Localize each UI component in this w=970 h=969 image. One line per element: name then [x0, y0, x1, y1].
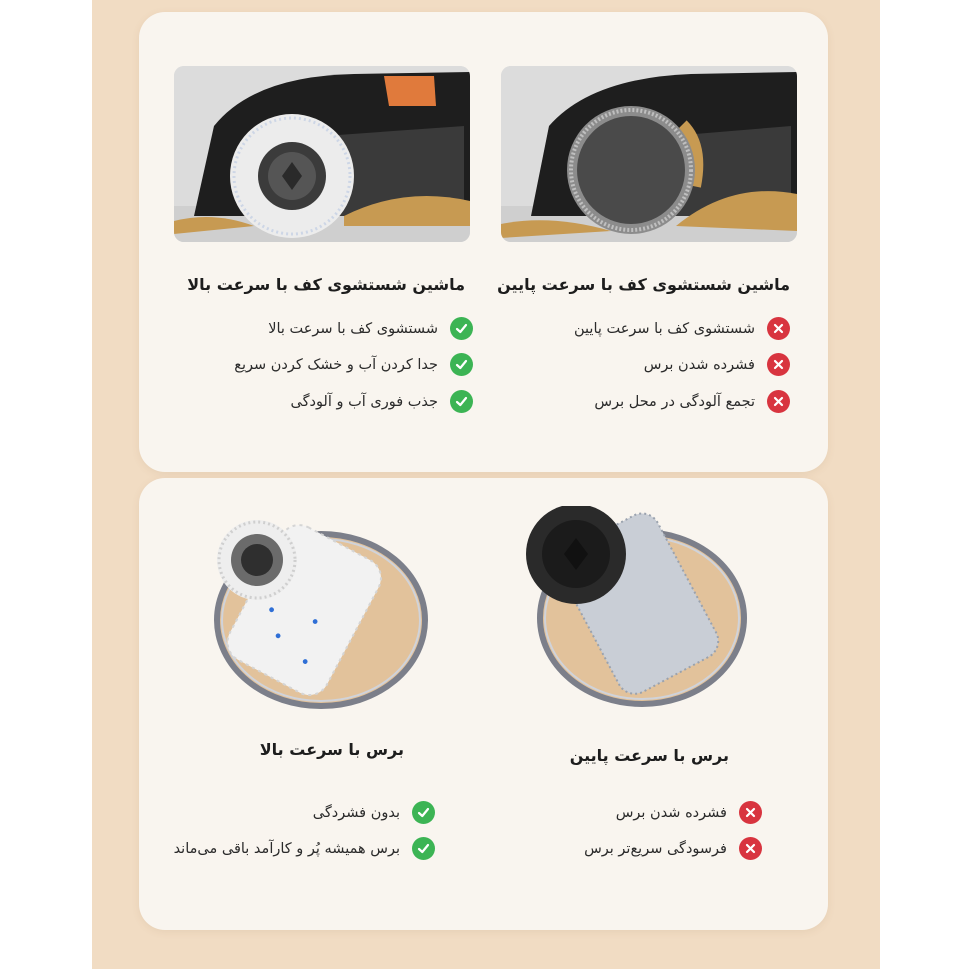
- list-item-label: فشرده شدن برس: [643, 356, 755, 373]
- list-item: [268, 317, 473, 340]
- cross-icon: [767, 353, 790, 376]
- list-item: [174, 837, 435, 860]
- low-speed-machine-title: ماشین شستشوی کف با سرعت پایین: [497, 275, 790, 294]
- list-item: [313, 801, 435, 824]
- list-item-label: فرسودگی سریع‌تر برس: [584, 840, 727, 857]
- cross-icon: [739, 801, 762, 824]
- list-item-label: شستشوی کف با سرعت بالا: [268, 320, 438, 337]
- check-icon: [450, 390, 473, 413]
- check-icon: [450, 317, 473, 340]
- high-speed-machine-image: [174, 66, 470, 242]
- list-item: [594, 390, 790, 413]
- list-item: [584, 837, 762, 860]
- list-item-label: بدون فشردگی: [312, 804, 400, 821]
- brush-comparison-card: [139, 478, 828, 930]
- list-item: [644, 353, 790, 376]
- list-item: [616, 801, 762, 824]
- high-speed-machine-title: ماشین شستشوی کف با سرعت بالا: [187, 275, 465, 294]
- cross-icon: [767, 317, 790, 340]
- check-icon: [450, 353, 473, 376]
- low-speed-machine-image: [501, 66, 797, 242]
- cross-icon: [739, 837, 762, 860]
- list-item-label: جدا کردن آب و خشک کردن سریع: [234, 356, 438, 373]
- low-speed-brush-title: برس با سرعت پایین: [569, 746, 729, 765]
- high-speed-brush-image: [211, 508, 431, 722]
- list-item: [574, 317, 790, 340]
- list-item-label: تجمع آلودگی در محل برس: [594, 393, 755, 410]
- cross-icon: [767, 390, 790, 413]
- high-speed-brush-title: برس با سرعت بالا: [259, 740, 404, 759]
- list-item-label: شستشوی کف با سرعت پایین: [574, 320, 755, 337]
- check-icon: [412, 837, 435, 860]
- check-icon: [412, 801, 435, 824]
- machine-comparison-card: [139, 12, 828, 472]
- list-item-label: جذب فوری آب و آلودگی: [290, 393, 438, 410]
- list-item: [291, 390, 474, 413]
- list-item-label: فشرده شدن برس: [615, 804, 727, 821]
- list-item-label: برس همیشه پُر و کارآمد باقی می‌ماند: [173, 840, 400, 857]
- list-item: [234, 353, 473, 376]
- low-speed-brush-image: [524, 506, 749, 720]
